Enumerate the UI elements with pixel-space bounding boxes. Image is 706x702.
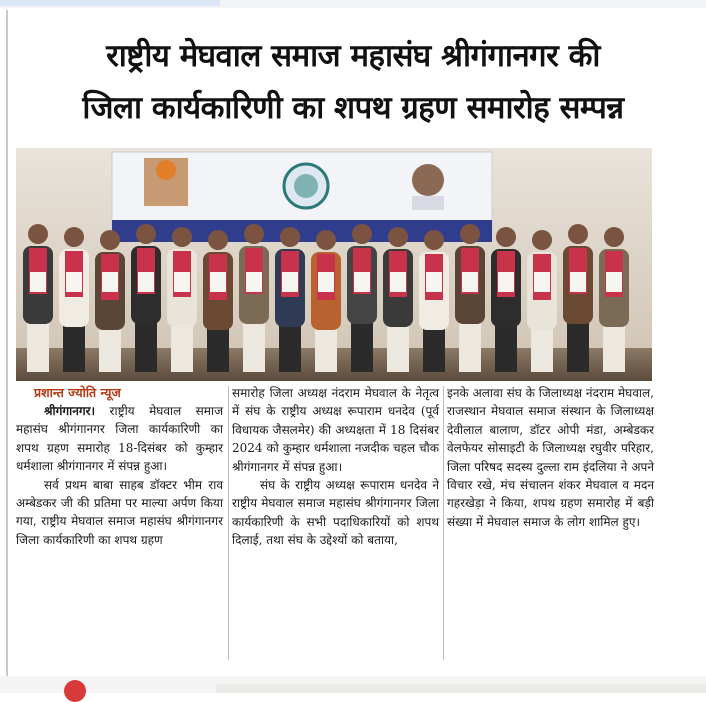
bottom-page-strip [0, 676, 706, 693]
photo-person-shape [102, 272, 118, 292]
photo-person-shape [318, 272, 334, 292]
photo-person-shape [243, 322, 265, 372]
photo-person-shape [64, 227, 84, 247]
photo-person-shape [424, 230, 444, 250]
group-photo-illustration [16, 148, 652, 381]
photo-person-shape [603, 322, 625, 372]
photo-person-shape [279, 322, 301, 372]
photo-person-shape [567, 322, 589, 372]
article-column-2 [232, 384, 439, 550]
photo-person-shape [388, 227, 408, 247]
photo-person-shape [570, 272, 586, 292]
photo-person-shape [66, 272, 82, 292]
photo-person-shape [138, 272, 154, 292]
photo-person-shape [459, 322, 481, 372]
byline: प्रशान्त ज्योति न्यूज [34, 385, 121, 400]
photo-person-shape [174, 272, 190, 292]
photo-person-shape [100, 230, 120, 250]
column-divider-2 [443, 386, 444, 660]
photo-person-shape [244, 224, 264, 244]
photo-person-shape [282, 272, 298, 292]
headline-line-1: राष्ट्रीय मेघवाल समाज महासंघ श्रीगंगानगर की [106, 38, 600, 74]
photo-person-shape [387, 322, 409, 372]
headline-line-2: जिला कार्यकारिणी का शपथ ग्रहण समारोह सम्पन्न [82, 90, 624, 126]
column-divider-1 [228, 386, 229, 660]
photo-person-shape [172, 227, 192, 247]
article-paragraph-5: इनके अलावा संघ के जिलाध्यक्ष नंदराम मेघवाल, राजस्थान मेघवाल समाज संस्थान के जिलाध्यक्ष देवीलाल बालाण, डॉटर ओपी मंडा, अम्बेडकर वेलफेयर सोसाइटी के जिलाध्यक्ष रघुवीर परिहार, जिला परिषद सदस्य दुल्ला राम इंदलिया ने अपने विचार रखे, मंच संचालन शंकर मेघवाल व मदन गहरखेड़ा ने किया, शपथ ग्रहण समारोह में बड़ी संख्या में मेघवाल समाज के लोग शामिल हुए। [447, 386, 654, 529]
photo-person-shape [354, 272, 370, 292]
photo-person-shape [460, 224, 480, 244]
photo-person-shape [30, 272, 46, 292]
photo-person-shape [135, 322, 157, 372]
photo-person-shape [316, 230, 336, 250]
photo-person-shape [462, 272, 478, 292]
photo-person-shape [171, 322, 193, 372]
photo-person-shape [280, 227, 300, 247]
photo-person-shape [352, 224, 372, 244]
news-photo [16, 148, 652, 381]
article-paragraph-1-text: राष्ट्रीय मेघवाल समाज महासंघ श्रीगंगानगर जिला कार्यकारिणी का शपथ ग्रहण समारोह 18-दिसंबर को कुम्हार धर्मशाला श्रीगंगानगर में संपन्न हुआ। [16, 404, 223, 474]
photo-person-shape [63, 322, 85, 372]
photo-person-shape [426, 272, 442, 292]
photo-person-shape [351, 322, 373, 372]
photo-person-shape [136, 224, 156, 244]
photo-person-shape [210, 272, 226, 292]
article-paragraph-4: संघ के राष्ट्रीय अध्यक्ष रूपाराम धनदेव ने राष्ट्रीय मेघवाल समाज महासंघ श्रीगंगानगर जिला कार्यकारिणी के सभी पदाधिकारियों को शपथ दिलाई, तथा संघ के उद्देश्यों को बताया, [232, 478, 439, 548]
photo-person-shape [27, 322, 49, 372]
photo-person-shape [532, 230, 552, 250]
article-paragraph-3: समारोह जिला अध्यक्ष नंदराम मेघवाल के नेतृत्व में संघ के राष्ट्रीय अध्यक्ष रूपाराम धनदेव (पूर्व विधायक जैसलमेर) की अध्यक्षता में 18 दिसंबर 2024 को कुम्हार धर्मशाला नजदीक चहल चौक श्रीगंगानगर में संपन्न हुआ। [232, 386, 439, 474]
photo-person-shape [28, 224, 48, 244]
article-paragraph-1 [16, 402, 223, 476]
article-paragraph-2: सर्व प्रथम बाबा साहब डॉक्टर भीम राव अम्बेडकर जी की प्रतिमा पर माल्या अर्पण किया गया, राष्ट्रीय मेघवाल समाज महासंघ श्रीगंगानगर जिला कार्यकारिणी का शपथ ग्रहण [16, 477, 223, 547]
photo-person-shape [498, 272, 514, 292]
article-column-1 [16, 384, 223, 549]
headline [0, 30, 706, 134]
photo-person-shape [208, 230, 228, 250]
top-page-strip [0, 0, 706, 8]
photo-person-shape [496, 227, 516, 247]
article-column-3 [447, 384, 654, 531]
photo-person-shape [246, 272, 262, 292]
photo-person-shape [568, 224, 588, 244]
photo-person-shape [604, 227, 624, 247]
photo-person-shape [390, 272, 406, 292]
photo-person-shape [495, 322, 517, 372]
photo-person-shape [606, 272, 622, 292]
photo-person-shape [534, 272, 550, 292]
dateline: श्रीगंगानगर। [44, 404, 96, 418]
